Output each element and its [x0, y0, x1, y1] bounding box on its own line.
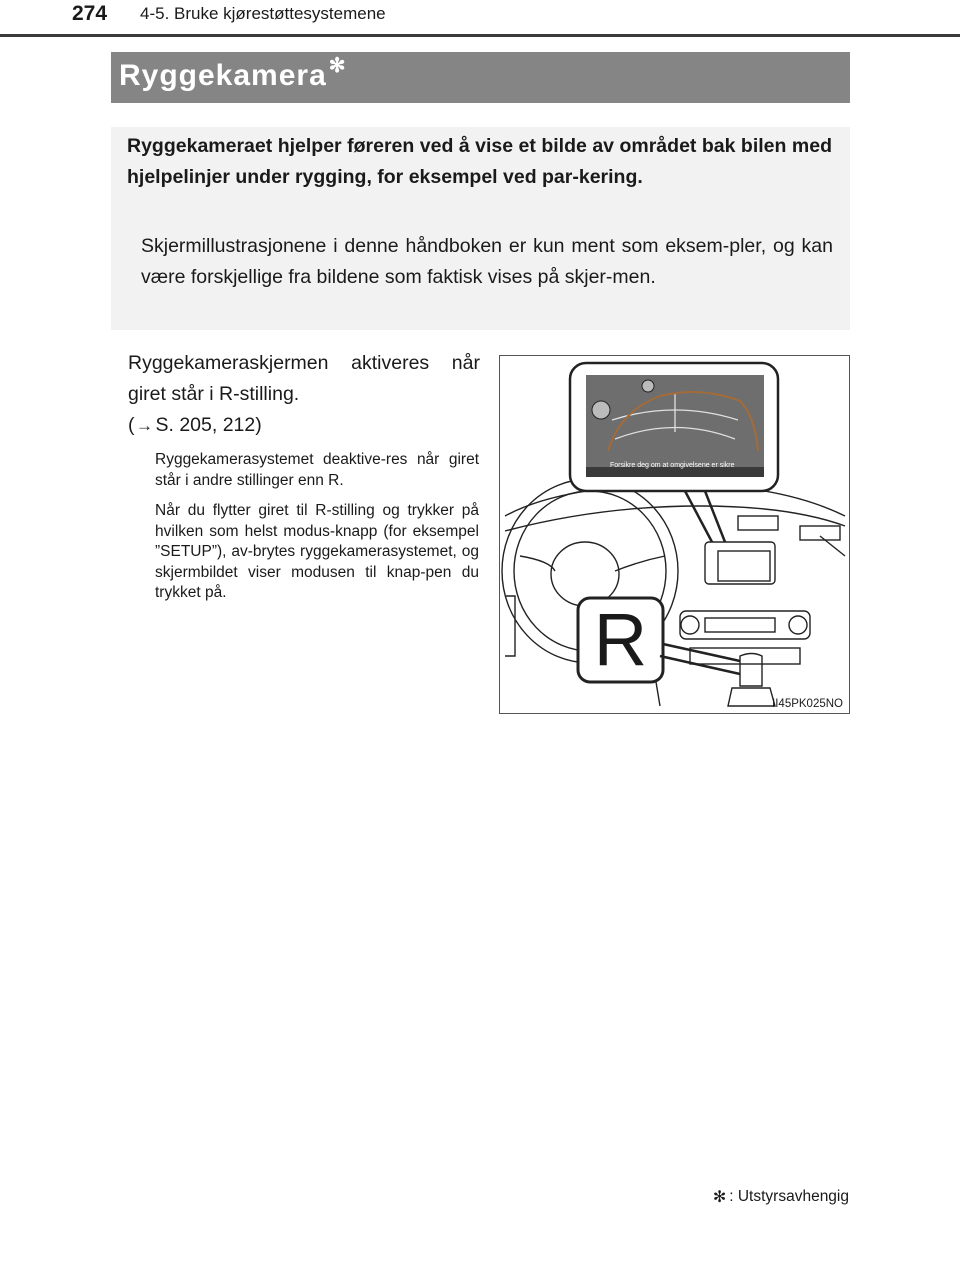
section-title — [119, 55, 347, 93]
dashboard-drawing — [500, 356, 849, 713]
gear-label: R — [593, 598, 648, 681]
body-text — [128, 348, 480, 441]
bullet-item: Ryggekamerasystemet deaktive-res når giret står i andre stillinger enn R. — [155, 451, 479, 489]
intro-note: Skjermillustrasjonene i denne håndboken er kun ment som eksem-pler, og kan være forskjellige fra bildene som faktisk vises på skjer-men. — [141, 235, 833, 288]
footnote-mark: ✻ — [712, 1189, 727, 1206]
footnote — [713, 1187, 849, 1207]
figure-code: II45PK025NO — [772, 698, 843, 710]
chapter-title: 4-5. Bruke kjørestøttesystemene — [140, 4, 386, 23]
arrow-right-icon: → — [136, 416, 153, 435]
reference-text: S. 205, 212) — [155, 414, 262, 436]
page-number: 274 — [72, 2, 108, 25]
screen-caption: Forsikre deg om at omgivelsene er sikre — [610, 462, 735, 469]
intro-box — [111, 127, 850, 330]
dashboard-illustration — [499, 355, 850, 714]
header-rule — [0, 34, 960, 37]
bullet-item: Når du flytter giret til R-stilling og trykker på hvilken som helst modus-knapp (for eksempel ”SETUP”), av-brytes ryggekamerasystemet, og skjermbildet viser modusen til knap-pen du trykket på. — [155, 502, 479, 601]
reference-open: ( — [128, 414, 135, 436]
footnote-text: : Utstyrsavhengig — [729, 1188, 849, 1205]
section-banner — [111, 52, 850, 103]
body-main-text: Ryggekameraskjermen aktiveres når giret står i R-stilling. — [128, 352, 480, 405]
section-title-text: Ryggekamera — [119, 59, 327, 92]
bullet-list — [155, 450, 479, 614]
optional-equipment-mark: ✻ — [328, 55, 347, 77]
page-reference — [128, 410, 480, 441]
intro-summary: Ryggekameraet hjelper føreren ved å vise et bilde av området bak bilen med hjelpelinjer under rygging, for eksempel ved par-kering. — [127, 135, 832, 188]
